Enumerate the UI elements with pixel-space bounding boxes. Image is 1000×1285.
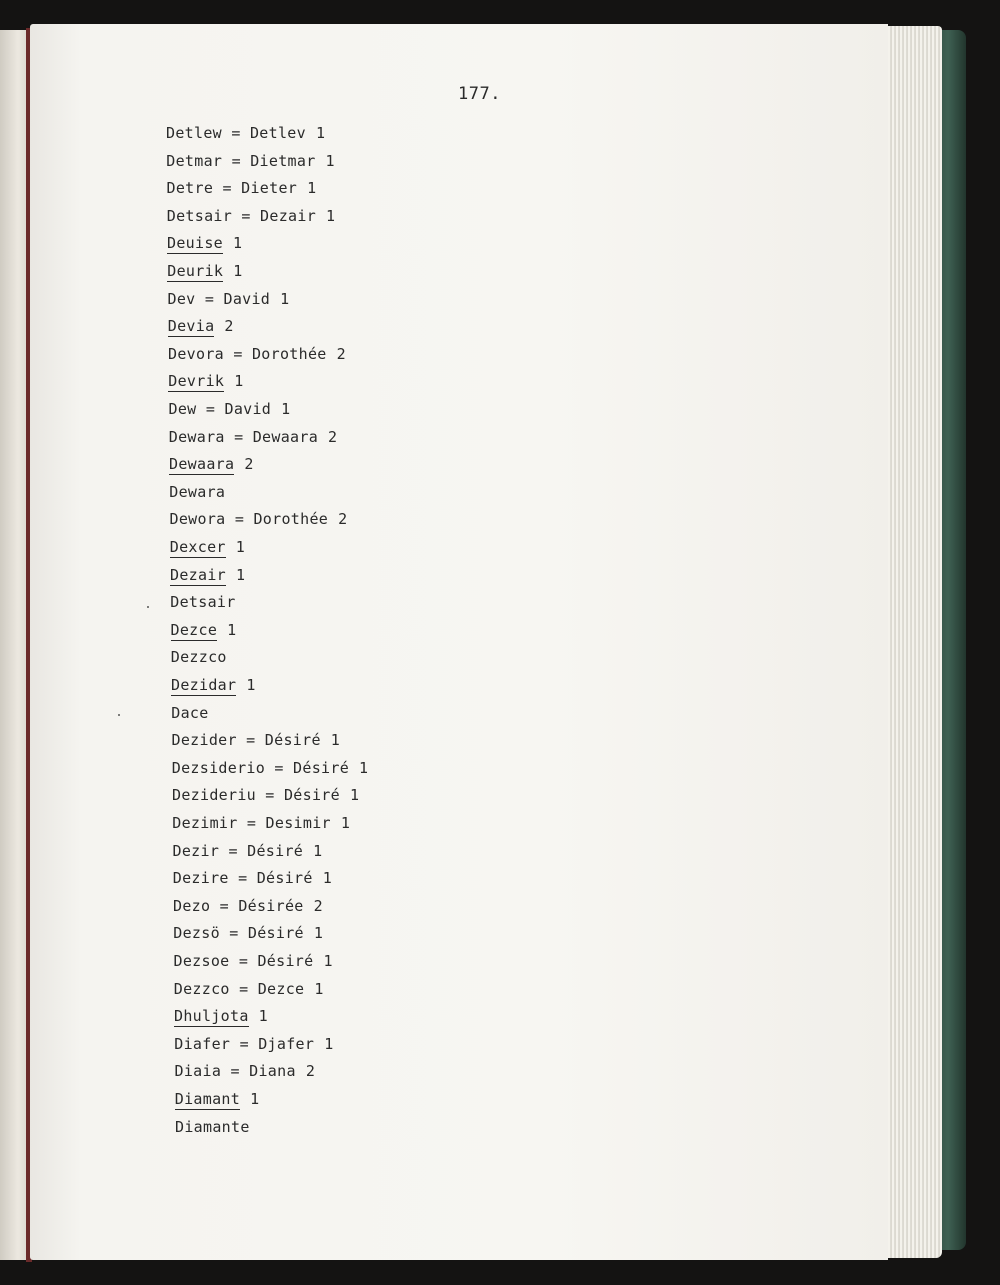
entry-count: 1 [326,206,336,225]
entry-headword: Diaia = Diana [174,1062,296,1081]
entry-headword: Dewora = Dorothée [169,510,329,529]
entry-count: 2 [338,510,348,529]
index-entry [168,372,243,394]
index-entry [167,262,242,284]
entry-headword-underlined: Dhuljota [174,1007,249,1026]
entry-count: 2 [336,344,346,363]
entry-headword: Dezzco [170,648,227,667]
entry-headword-underlined: Dezce [170,620,218,639]
index-entry [167,234,242,256]
index-entry [175,1062,316,1084]
entry-headword: Dezsiderio = Désiré [171,758,350,777]
entry-headword: Dezsoe = Désiré [173,952,314,970]
index-entry [169,455,254,477]
entry-headword: Dace [171,703,209,722]
index-entry [170,538,245,560]
entry-headword: Dezire = Désiré [172,869,313,888]
index-entry [172,786,359,808]
entry-count: 1 [359,758,369,777]
entry-headword-underlined: Devrik [168,372,225,391]
index-entry [168,317,234,339]
index-entry [171,648,227,670]
entry-headword: Dev = David [167,289,271,308]
index-entry [167,207,336,229]
entry-headword-underlined: Deuise [167,234,223,253]
entry-count: 1 [250,1090,260,1108]
entry-count: 1 [322,869,333,888]
entry-headword: Dezider = Désiré [171,731,321,750]
index-entry [172,731,341,753]
entry-headword: Dezimir = Desimir [172,814,331,832]
entry-headword: Detsair [170,593,236,612]
entry-count: 1 [280,289,290,308]
index-entry [173,924,323,946]
entry-count: 1 [323,952,333,970]
index-entry [170,566,245,588]
entry-count: 1 [324,1034,334,1053]
index-entry [170,510,348,532]
entry-count: 2 [224,317,234,336]
entry-count: 1 [258,1007,268,1026]
entry-count: 1 [234,372,244,391]
entry-headword-underlined: Dexcer [169,538,226,556]
entry-count: 2 [328,427,338,446]
entry-count: 1 [330,731,341,750]
entry-headword: Dezir = Désiré [172,841,304,860]
page-number: 177. [458,84,501,104]
entry-headword: Dezzco = Dezce [173,979,305,998]
entry-headword: Diamante [175,1117,250,1136]
index-entry [167,179,317,201]
entry-headword: Dezsö = Désiré [173,924,304,943]
entry-headword-underlined: Dezair [170,565,226,584]
index-entry [169,428,338,450]
index-entry [173,842,323,864]
entry-count: 1 [307,179,317,198]
entry-count: 2 [313,896,323,915]
entry-count: 1 [233,234,243,253]
entry-headword-underlined: Devia [167,317,215,336]
entry-headword: Detre = Dieter [166,179,298,198]
entry-count: 2 [244,455,254,474]
entry-headword: Diafer = Djafer [174,1034,315,1053]
entry-headword: Dezideriu = Désiré [172,786,340,805]
entry-headword-underlined: Diamant [174,1090,241,1108]
index-entry [170,593,235,615]
index-entry [174,952,333,974]
entry-headword: Dew = David [168,400,272,418]
index-entry [168,345,346,367]
index-entry [173,869,332,891]
index-entry [175,1118,250,1140]
index-entry [169,400,291,422]
index-entry [172,759,369,781]
entry-headword-underlined: Dezidar [171,676,237,694]
entry-count: 1 [236,565,246,584]
entry-count: 1 [246,676,256,694]
index-entry [174,980,324,1002]
index-entry [173,897,323,919]
entry-count: 1 [313,924,324,943]
index-entry [171,621,237,643]
entry-count: 1 [340,814,351,832]
index-entry [168,290,290,312]
index-entry [174,1035,333,1057]
entry-count: 1 [233,262,243,280]
entry-headword-underlined: Dewaara [169,455,235,474]
index-entry [171,676,256,698]
index-entry [172,814,350,836]
entry-count: 1 [325,151,335,170]
entry-count: 2 [305,1062,316,1081]
entry-headword: Dewara = Dewaara [168,427,319,446]
index-entry [169,483,225,505]
ink-speck [118,714,120,716]
entry-headword: Dezo = Désirée [173,896,304,915]
entry-count: 1 [315,124,326,142]
entry-count: 1 [281,400,291,418]
entry-headword: Devora = Dorothée [168,344,327,363]
index-entry [171,704,208,726]
entry-headword: Detlew = Detlev [166,124,306,142]
index-entry [166,124,325,146]
ink-speck [147,606,149,608]
index-entry [175,1090,260,1112]
entry-count: 1 [349,786,360,805]
index-entry [166,152,335,174]
entry-headword: Detmar = Dietmar [166,151,316,170]
entry-count: 1 [235,538,246,556]
book-page [30,24,888,1260]
entry-count: 1 [314,979,324,998]
entry-headword-underlined: Deurik [167,262,224,280]
entry-count: 1 [227,620,237,639]
index-entry [174,1007,268,1029]
entry-headword: Detsair = Dezair [166,206,317,225]
entry-headword: Dewara [169,482,226,501]
entry-count: 1 [313,841,323,860]
